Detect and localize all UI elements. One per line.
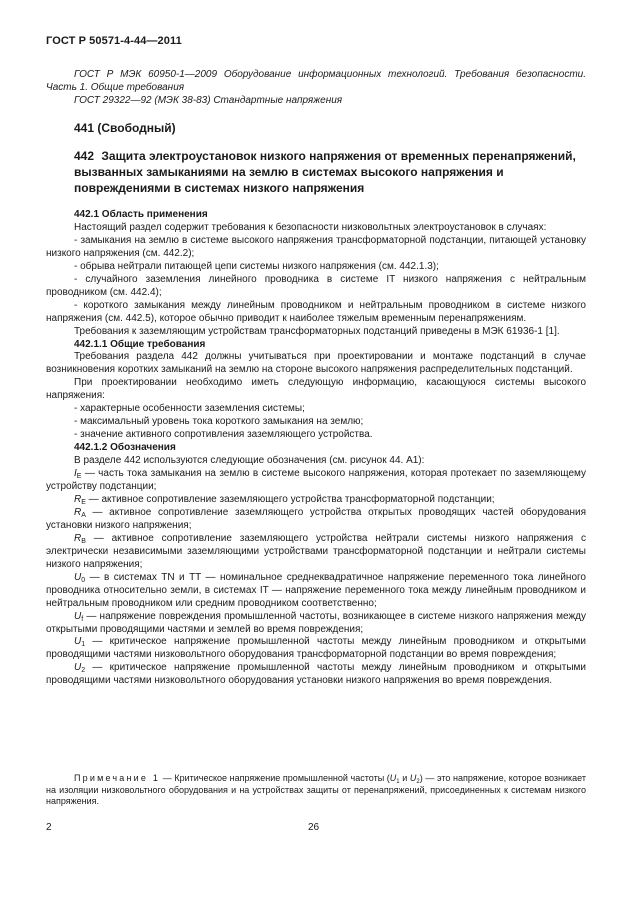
list-item: - замыкания на землю в системе высокого напряжения трансформаторной подстанции, питающей установку низкого напряжения (см. 442.2); — [46, 234, 586, 259]
symbol: R — [74, 506, 82, 518]
symbol-subscript: 1 — [81, 641, 86, 649]
list-item: - максимальный уровень тока короткого замыкания на землю; — [74, 416, 364, 428]
note-text: — Критическое напряжение промышленной частоты ( — [160, 773, 390, 783]
page-number-left: 2 — [46, 822, 52, 833]
note-symbol: U — [389, 773, 397, 783]
definition-text: — критическое напряжение промышленной частоты между линейным проводником и открытыми проводящими частями низковольтного оборудования установки низкого напряжения во время повреждения. — [46, 662, 586, 687]
list-item: - обрыва нейтрали питающей цепи системы низкого напряжения (см. 442.1.3); — [74, 260, 439, 272]
paragraph: При проектировании необходимо иметь следующую информацию, касающуюся системы высокого напряжения: — [46, 377, 586, 402]
document-body — [46, 209, 586, 688]
definition-text: — критическое напряжение промышленной частоты между линейным проводником и открытыми проводящими частями низковольтного оборудования трансформаторной подстанции во время повреждения; — [46, 636, 586, 661]
symbol-subscript: 0 — [81, 576, 86, 584]
symbol-subscript: E — [76, 473, 82, 481]
normative-references — [46, 68, 586, 107]
paragraph: Требования к заземляющим устройствам трансформаторных подстанций приведены в МЭК 61936-1 [1]. — [74, 325, 560, 337]
symbol-subscript: 2 — [81, 667, 86, 675]
reference-item: ГОСТ 29322—92 (МЭК 38-83) Стандартные напряжения — [74, 95, 343, 106]
definition-text: — активное сопротивление заземляющего устройства трансформаторной подстанции; — [85, 493, 495, 505]
page-number-center: 26 — [308, 822, 320, 833]
note-paragraph — [46, 773, 586, 808]
reference-item: ГОСТ Р МЭК 60950-1—2009 Оборудование информационных технологий. Требования безопасности. Часть 1. Общие требования — [46, 69, 586, 93]
section-number: 442 — [74, 149, 95, 163]
definition-item — [46, 572, 586, 611]
symbol: U — [74, 571, 82, 583]
definition-item — [46, 507, 586, 533]
subsection-heading: 442.1 Область применения — [74, 209, 208, 220]
paragraph: Требования раздела 442 должны учитываться при проектировании и монтаже подстанций в случае возникновения коротких замыканий на землю на стороне высокого напряжения распределительных подстанций. — [46, 351, 586, 376]
paragraph: Настоящий раздел содержит требования к безопасности низковольтных электроустановок в случаях: — [74, 221, 547, 233]
note-label: Примечание 1 — [74, 773, 161, 783]
section-442-heading — [46, 148, 586, 196]
definition-item — [46, 468, 586, 494]
symbol-subscript: B — [81, 537, 86, 545]
section-title: Защита электроустановок низкого напряжения от временных перенапряжений, вызванных замыканиями на землю в системах высокого напряжения и повреждениями в системах низкого напряжения — [74, 149, 576, 195]
symbol: U — [74, 610, 82, 622]
definition-item — [46, 533, 586, 572]
section-441-heading: 441 (Свободный) — [74, 121, 176, 135]
symbol-subscript: f — [81, 615, 84, 623]
definition-text: — напряжение повреждения промышленной частоты, возникающее в системе низкого напряжения между открытыми проводящими частями и землей во время повреждения; — [46, 610, 586, 635]
list-item: - характерные особенности заземления системы; — [74, 403, 305, 415]
list-item: - значение активного сопротивления заземляющего устройства. — [74, 429, 373, 441]
definition-item — [46, 494, 586, 507]
note-block — [46, 773, 586, 808]
note-symbol: U — [409, 773, 417, 783]
definition-text: — активное сопротивление заземляющего устройства нейтрали системы низкого напряжения с электрически независимыми заземляющими устройствами трансформаторной подстанции и нейтрали системы низкого напряжения; — [46, 532, 586, 570]
note-subscript: 2 — [416, 779, 420, 785]
note-text: и — [399, 773, 410, 783]
subsection-heading: 442.1.2 Обозначения — [74, 442, 176, 454]
symbol: I — [74, 468, 77, 480]
note-subscript: 1 — [396, 779, 400, 785]
definition-item — [46, 636, 586, 662]
paragraph: В разделе 442 используются следующие обозначения (см. рисунок 44. А1): — [74, 455, 425, 467]
subsection-heading: 442.1.1 Общие требования — [74, 338, 206, 350]
symbol: U — [74, 636, 82, 648]
symbol-subscript: A — [81, 511, 86, 519]
list-item: - короткого замыкания между линейным проводником и нейтральным проводником в системе низкого напряжения (см. 442.5), которое обычно приводит к наиболее тяжелым временным перенапряжениям. — [46, 299, 586, 324]
definition-text: — часть тока замыкания на землю в системе высокого напряжения, которая протекает по заземляющему устройству подстанции; — [46, 468, 586, 493]
definition-text: — активное сопротивление заземляющего устройства открытых проводящих частей оборудования установки низкого напряжения; — [46, 506, 586, 531]
definition-item — [46, 611, 586, 637]
list-item: - случайного заземления линейного проводника в системе IT низкого напряжения с нейтральным проводником (см. 442.4); — [46, 273, 586, 298]
note-text: ) — это напряжение, которое возникает на изоляции низковольтного оборудования и на устройствах защиты от перенапряжений, присоединенных к системам низкого напряжения. — [46, 773, 586, 806]
document-header: ГОСТ Р 50571-4-44—2011 — [46, 35, 182, 47]
symbol: R — [74, 493, 82, 505]
definition-text: — в системах TN и TT — номинальное среднеквадратичное напряжение переменного тока линейного проводника относительно земли, в системах IT — напряжение переменного тока между линейным проводником и нейтральным проводником или средним проводником соответственно; — [46, 571, 586, 609]
symbol: R — [74, 532, 82, 544]
symbol: U — [74, 662, 82, 674]
definition-item — [46, 662, 586, 688]
symbol-subscript: E — [81, 498, 86, 506]
